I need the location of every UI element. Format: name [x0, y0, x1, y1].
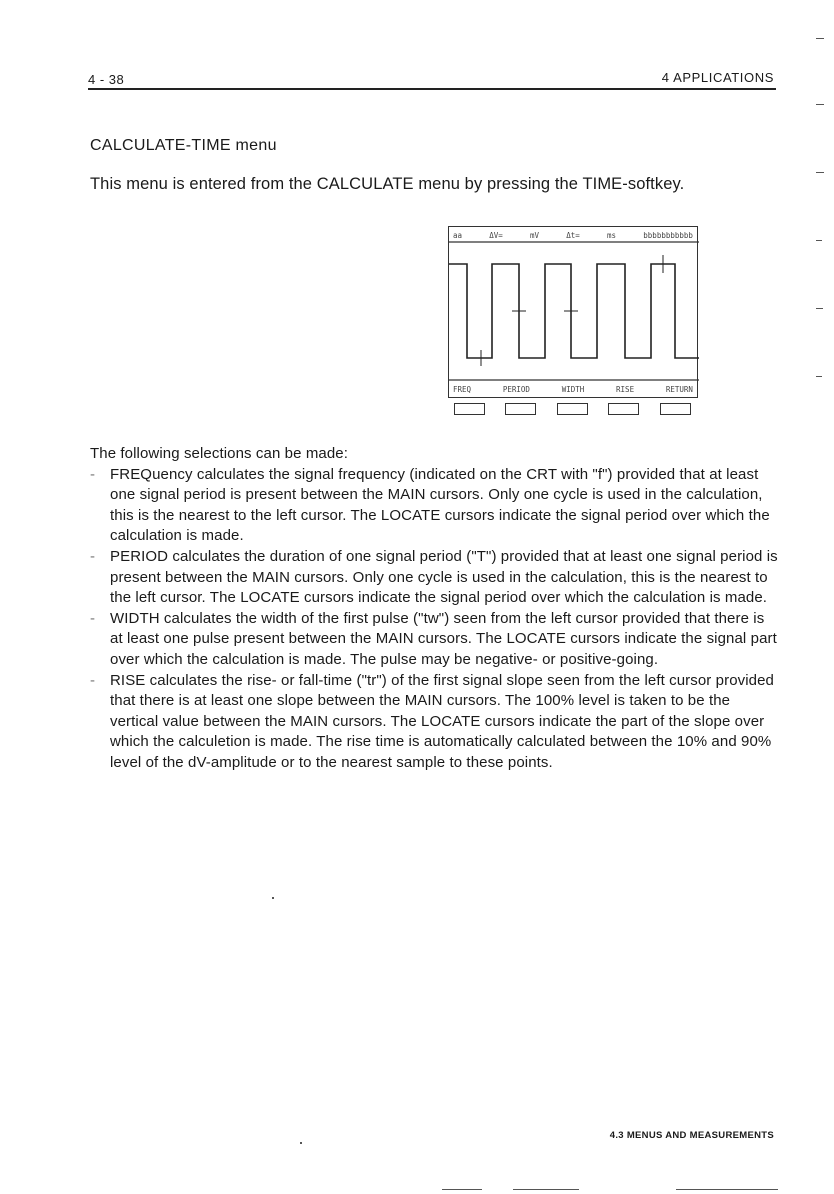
softkey-label-return: RETURN	[665, 385, 693, 394]
cursor-markers	[475, 255, 670, 366]
readout-dv-unit: mV	[530, 231, 540, 240]
bottom-scan-line	[442, 1189, 482, 1190]
header-rule	[88, 88, 776, 90]
waveform-display	[449, 227, 699, 399]
readout-mode: aa	[453, 231, 463, 240]
section-title: CALCULATE-TIME menu	[90, 137, 277, 154]
margin-mark	[816, 240, 822, 241]
scan-dot	[272, 897, 274, 899]
softkey-freq-button	[454, 403, 485, 415]
softkey-return-button	[660, 403, 691, 415]
softkey-width-button	[557, 403, 588, 415]
crt-screen	[448, 226, 698, 398]
list-item-freq: - FREQuency calculates the signal frequency (indicated on the CRT with "f") provided that at least one signal period is present between the MAIN cursors. Only one cycle is used in the calculation, this is the nearest to the left cursor. The LOCATE cursors indicate the signal period over which the calculation is made.	[90, 465, 780, 547]
selection-list	[90, 465, 780, 774]
bottom-scan-line	[513, 1189, 579, 1190]
body-text	[90, 444, 780, 774]
softkey-label-rise: RISE	[616, 385, 635, 394]
softkey-rise-button	[608, 403, 639, 415]
readout-dt-unit: ms	[607, 231, 617, 240]
list-item-rise: - RISE calculates the rise- or fall-time ("tr") of the first signal slope seen from the left cursor provided that there is at least one slope between the MAIN cursors. The 100% level is taken to be the vertical value between the MAIN cursors. The LOCATE cursors indicate the part of the slope over which the calculetion is made. The rise time is automatically calculated between the 10% and 90% level of the dV-amplitude or to the nearest sample to these points.	[90, 671, 780, 774]
readout-value: bbbbbbbbbbb	[643, 231, 693, 240]
softkey-period-button	[505, 403, 536, 415]
screen-readout	[449, 231, 697, 240]
margin-mark	[816, 172, 824, 173]
softkey-labels	[449, 385, 697, 394]
softkey-label-width: WIDTH	[561, 385, 585, 394]
softkey-label-period: PERIOD	[502, 385, 530, 394]
bottom-scan-line	[676, 1189, 778, 1190]
intro-text: This menu is entered from the CALCULATE menu by pressing the TIME-softkey.	[90, 175, 685, 193]
readout-dv-label: ΔV=	[489, 231, 503, 240]
list-item-period: - PERIOD calculates the duration of one signal period ("T") provided that at least one signal period is present between the MAIN cursors. Only one cycle is used in the calculation, this is the nearest to the left cursor. The LOCATE cursors indicate the signal period over which the calculation is made.	[90, 547, 780, 609]
footer-section: 4.3 MENUS AND MEASUREMENTS	[609, 1130, 774, 1141]
margin-mark	[816, 308, 823, 309]
softkey-label-freq: FREQ	[453, 385, 472, 394]
margin-mark	[816, 104, 824, 105]
chapter-title: 4 APPLICATIONS	[661, 70, 774, 85]
list-item-width: - WIDTH calculates the width of the first pulse ("tw") seen from the left cursor provided that there is at least one pulse present between the MAIN cursors. The LOCATE cursors indicate the signal part over which the calculation is made. The pulse may be negative- or positive-going.	[90, 609, 780, 671]
page-number: 4 - 38	[88, 72, 125, 87]
list-intro: The following selections can be made:	[90, 445, 349, 462]
margin-mark	[816, 376, 822, 377]
margin-mark	[816, 38, 824, 39]
readout-dt-label: Δt=	[566, 231, 580, 240]
scan-dot	[300, 1142, 302, 1144]
